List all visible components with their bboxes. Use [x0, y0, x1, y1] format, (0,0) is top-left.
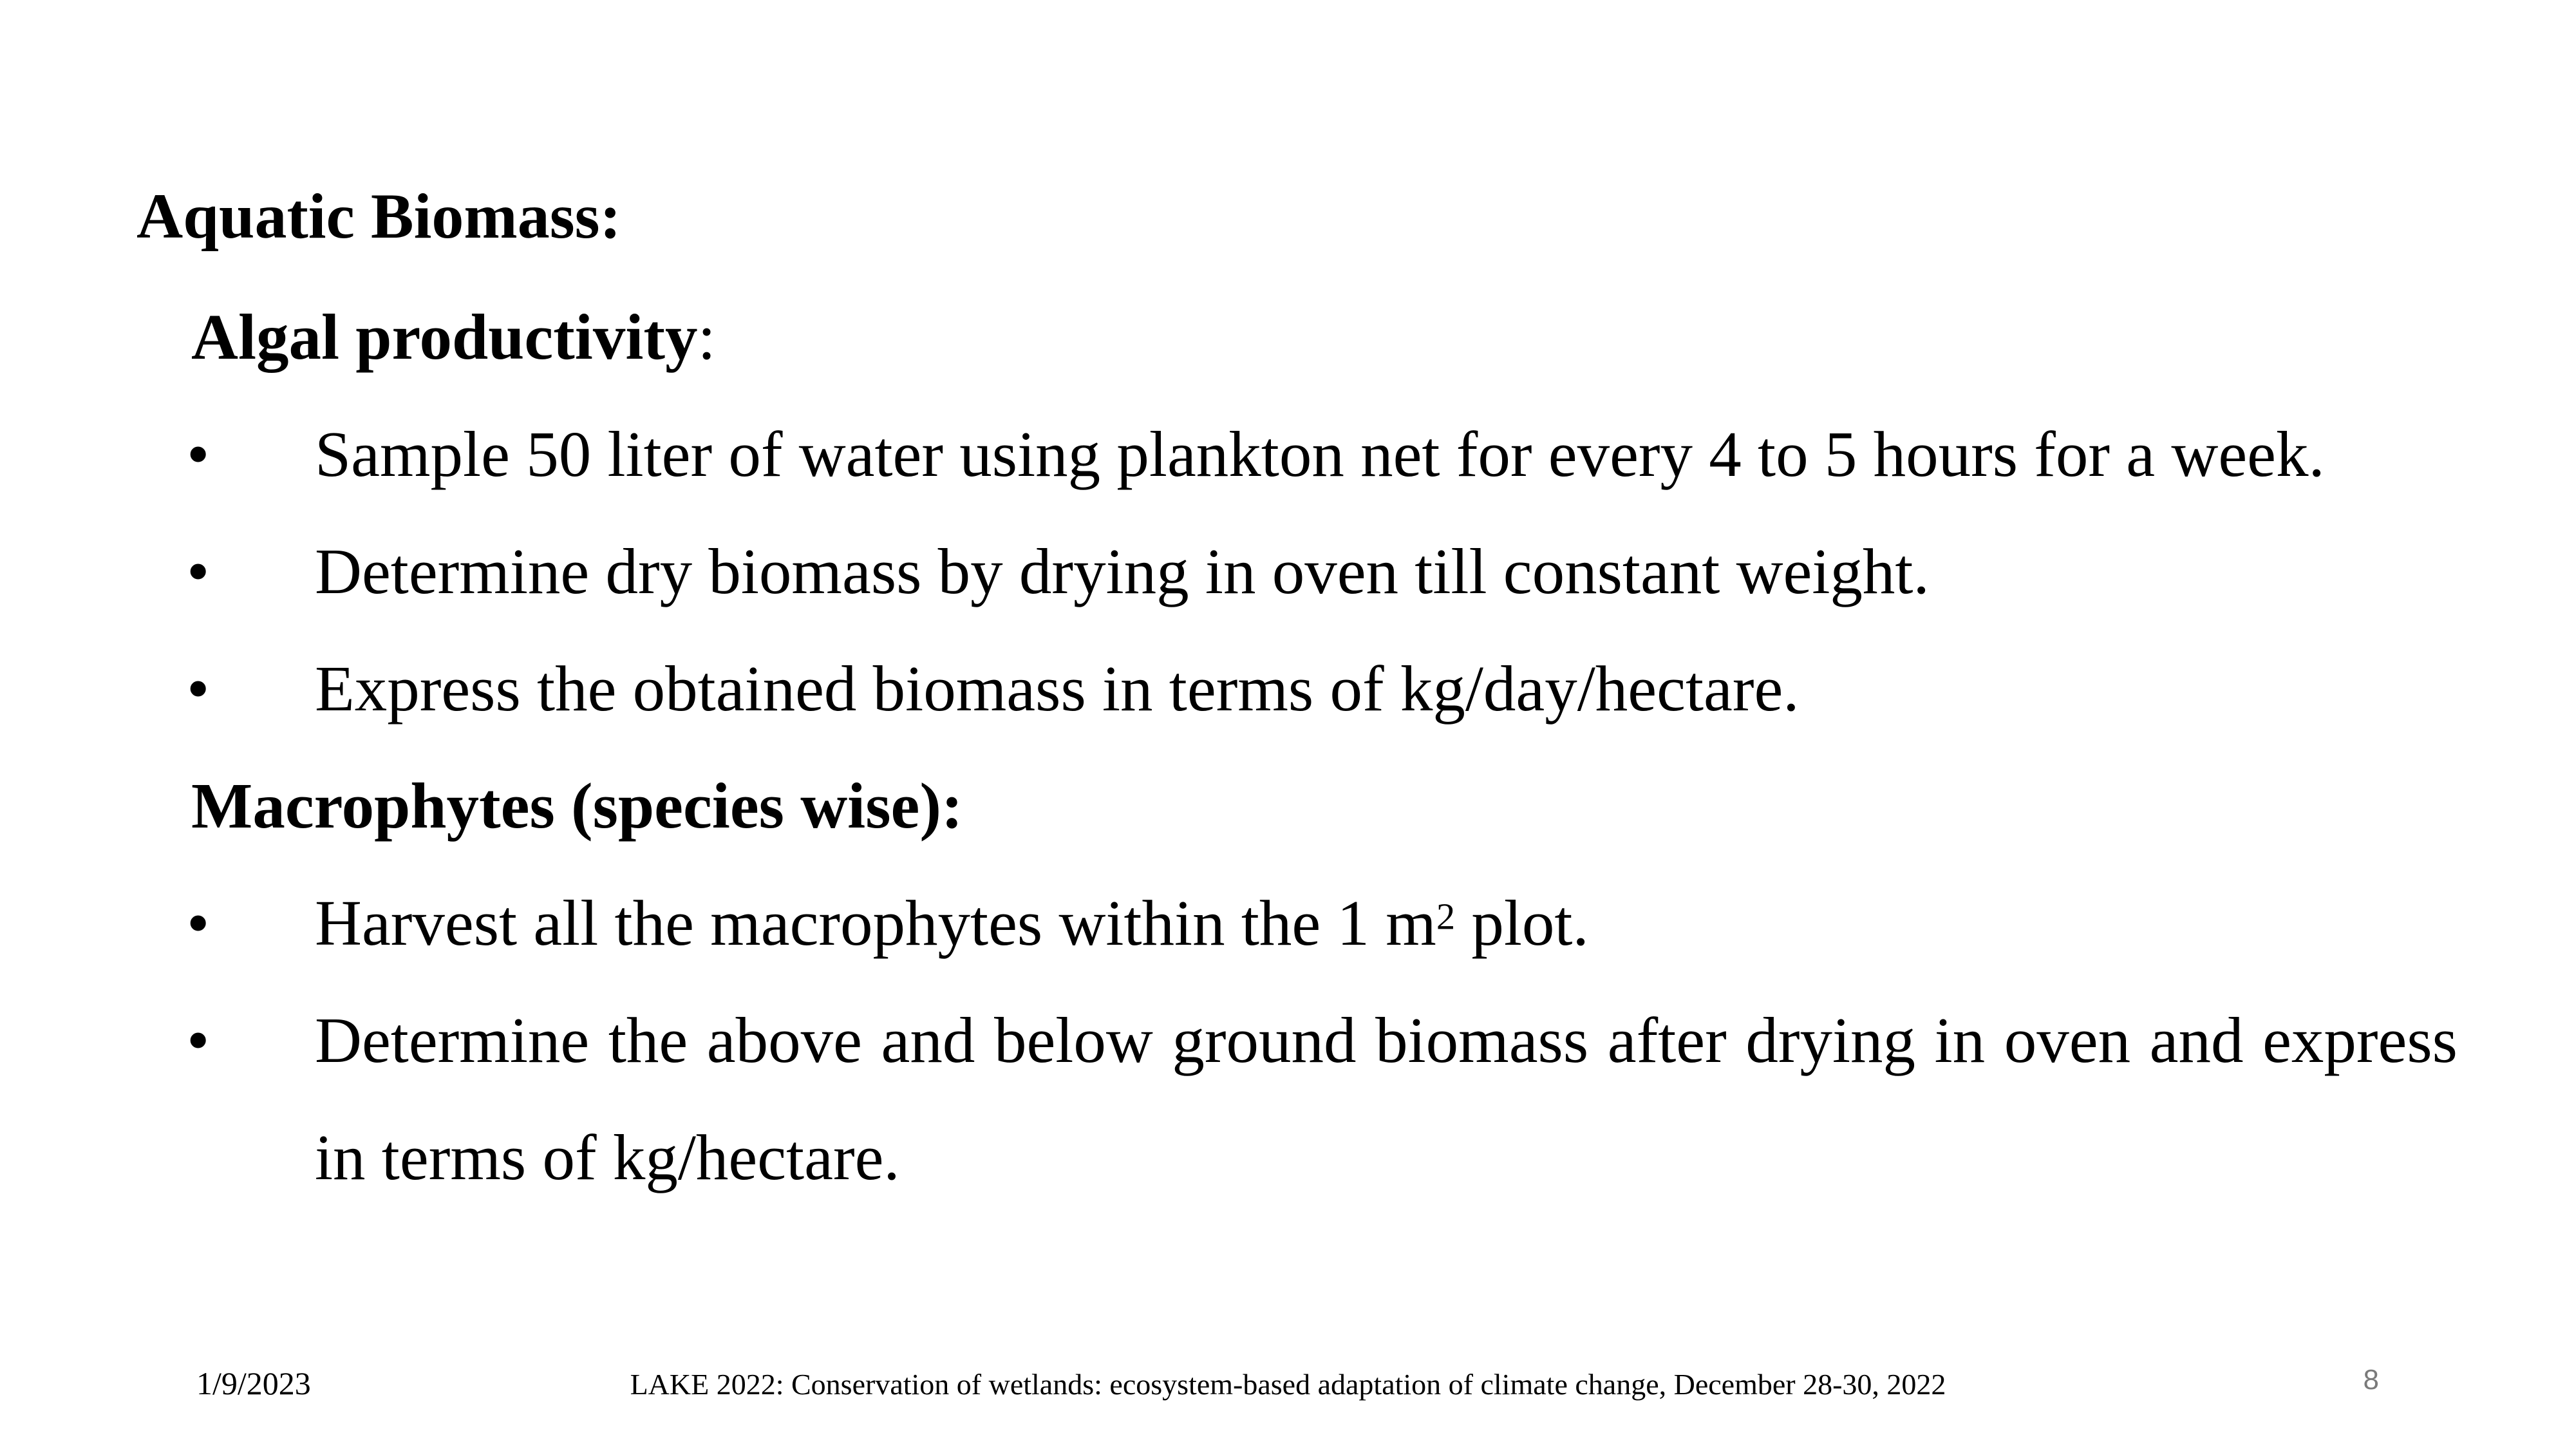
bullet-text: Sample 50 liter of water using plankton net for every 4 to 5 hours for a week.	[315, 418, 2325, 490]
section-heading-text	[191, 770, 963, 842]
superscript-2: 2	[1436, 895, 1456, 938]
bullet-text-pre: Harvest all the macrophytes within the 1 m	[315, 887, 1436, 959]
section-heading-text	[191, 301, 716, 373]
section-heading-bold: Algal productivity	[191, 301, 698, 373]
bullet-icon: •	[187, 418, 210, 490]
bullet-icon: •	[187, 535, 210, 607]
bullet-text-continued: in terms of kg/hectare.	[315, 1121, 900, 1193]
bullet-text: Determine the above and below ground biomass after drying in oven and express	[315, 1004, 2458, 1076]
bullet-icon: •	[187, 1004, 210, 1076]
bullet-text-post: plot.	[1455, 887, 1589, 959]
bullet-text	[315, 887, 1589, 959]
footer-conference-title: LAKE 2022: Conservation of wetlands: ecosystem-based adaptation of climate change, December 28-30, 2022	[630, 1368, 1946, 1401]
bullet-text: Determine dry biomass by drying in oven till constant weight.	[315, 535, 1930, 607]
slide-page-number: 8	[2363, 1364, 2379, 1396]
slide-title: Aquatic Biomass:	[136, 180, 621, 252]
section-heading-colon: :	[697, 301, 716, 373]
bullet-icon: •	[187, 652, 210, 724]
bullet-text: Express the obtained biomass in terms of kg/day/hectare.	[315, 652, 1800, 724]
footer-date-text: 1/9/2023	[196, 1365, 311, 1401]
bullet-icon: •	[187, 887, 210, 959]
section-heading-bold: Macrophytes (species wise):	[191, 770, 963, 842]
